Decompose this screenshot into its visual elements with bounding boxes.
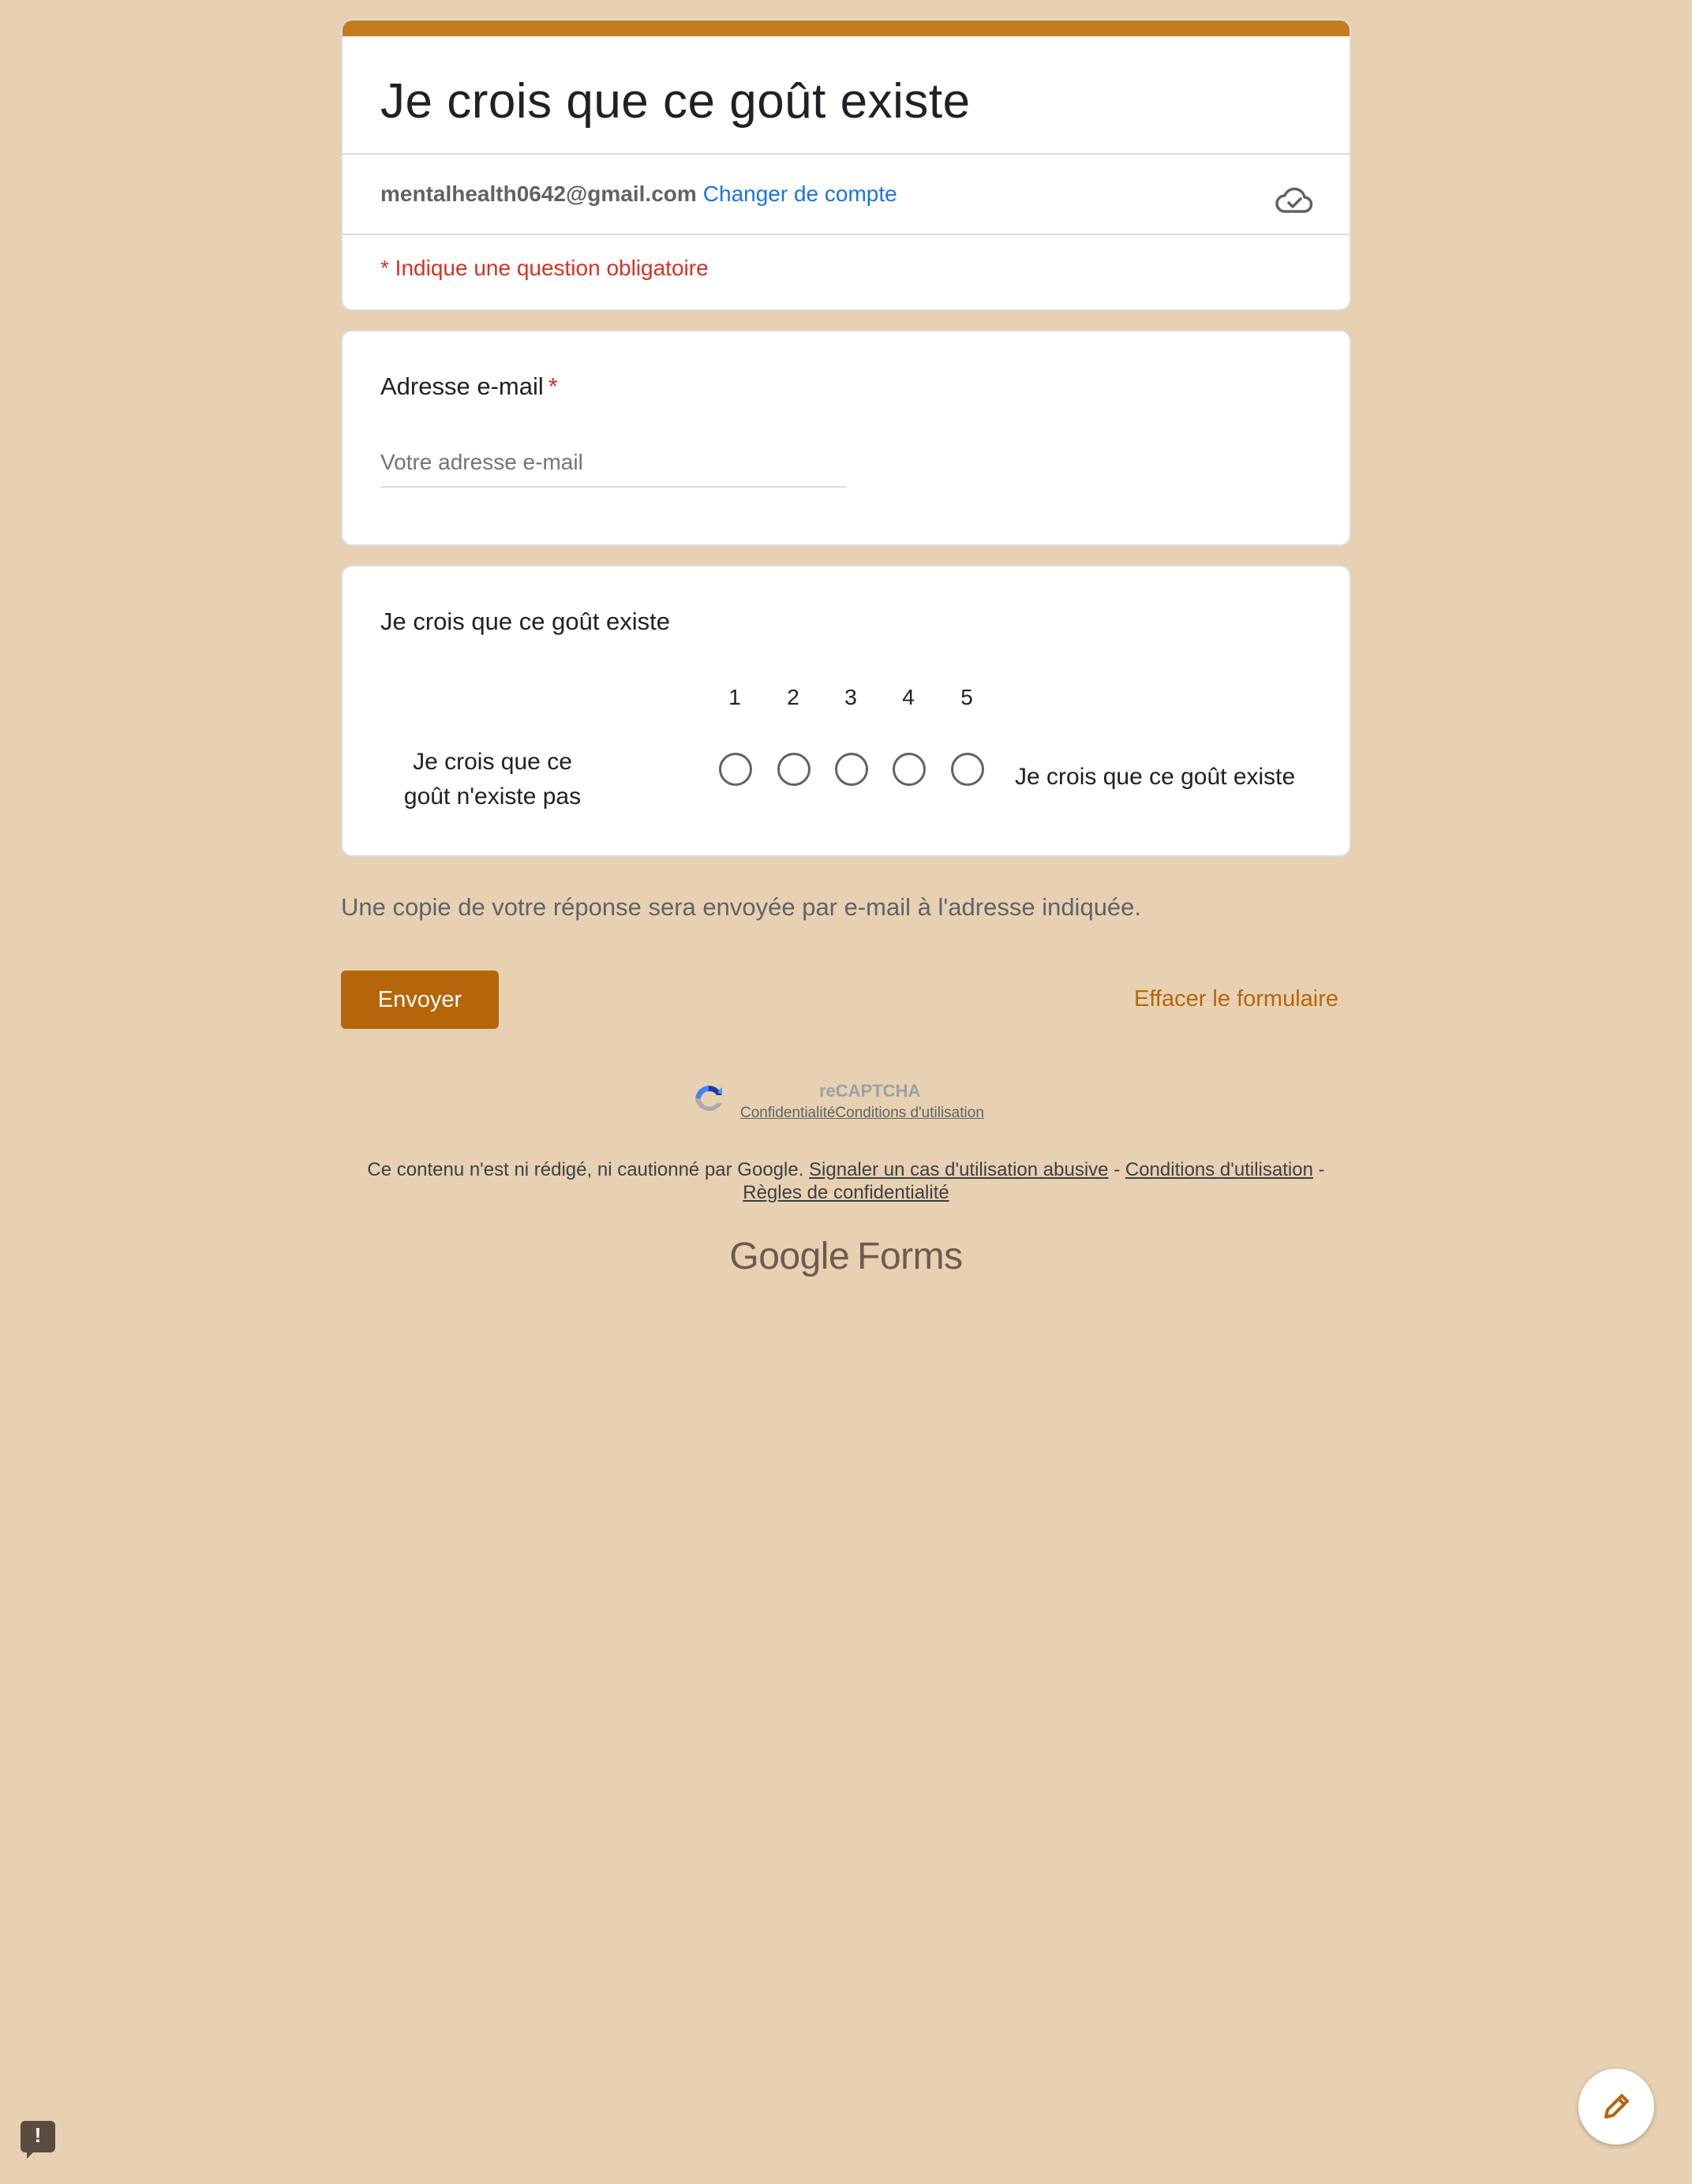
cloud-saved-icon	[1275, 185, 1313, 216]
report-feedback-icon[interactable]: !	[21, 2121, 55, 2152]
footer-separator: -	[1114, 1159, 1121, 1180]
account-row	[343, 155, 1349, 234]
scale-number-5: 5	[960, 685, 973, 709]
form-container	[341, 19, 1351, 1029]
scale-number-2: 2	[787, 685, 799, 709]
required-note: * Indique une question obligatoire	[380, 256, 709, 280]
footer-disclaimer	[341, 1158, 1351, 1204]
copy-notice: Une copie de votre réponse sera envoyée par e-mail à l'adresse indiquée.	[341, 893, 1142, 921]
scale-radio-3[interactable]	[835, 753, 868, 786]
scale-high-label: Je crois que ce goût existe	[1015, 764, 1296, 790]
scale-low-label: Je crois que ce goût n'existe pas	[403, 749, 582, 810]
recaptcha-icon	[690, 1081, 728, 1120]
switch-account-link[interactable]: Changer de compte	[702, 181, 897, 206]
email-field[interactable]	[380, 447, 846, 488]
email-question-label: Adresse e-mail	[380, 372, 544, 400]
required-asterisk: *	[548, 372, 558, 400]
scale-radio-5[interactable]	[951, 753, 984, 786]
account-email: mentalhealth0642@gmail.com	[380, 181, 697, 206]
linear-scale	[343, 567, 1349, 855]
scale-radio-1[interactable]	[719, 753, 752, 786]
scale-question-title: Je crois que ce goût existe	[380, 608, 671, 635]
recaptcha-links	[740, 1105, 984, 1122]
recaptcha-title: reCAPTCHA	[819, 1081, 921, 1101]
edit-button[interactable]	[1578, 2069, 1654, 2145]
report-abuse-link[interactable]: Signaler un cas d'utilisation abusive	[809, 1159, 1109, 1180]
form-header-card	[341, 19, 1351, 311]
form-actions	[341, 970, 1351, 1029]
google-wordmark: Google	[729, 1236, 850, 1277]
email-question-card	[341, 330, 1351, 546]
privacy-policy-link[interactable]: Règles de confidentialité	[743, 1182, 949, 1203]
scale-number-4: 4	[902, 685, 915, 709]
submit-button[interactable]: Envoyer	[341, 970, 499, 1029]
forms-wordmark: Forms	[857, 1236, 963, 1277]
clear-form-button[interactable]: Effacer le formulaire	[1134, 986, 1338, 1012]
pencil-icon	[1599, 2089, 1634, 2124]
recaptcha-privacy-link[interactable]: Confidentialité	[740, 1105, 836, 1121]
scale-question-card	[341, 565, 1351, 857]
recaptcha-badge	[690, 1081, 1005, 1128]
footer-text: Ce contenu n'est ni rédigé, ni cautionné par Google.	[367, 1159, 804, 1180]
footer-separator: -	[1318, 1159, 1325, 1180]
scale-radio-2[interactable]	[777, 753, 810, 786]
scale-number-1: 1	[728, 685, 741, 709]
google-forms-logo[interactable]	[341, 1235, 1351, 1278]
recaptcha-terms-link[interactable]: Conditions d'utilisation	[835, 1105, 984, 1121]
scale-radio-4[interactable]	[893, 753, 926, 786]
email-question-title	[380, 372, 1312, 401]
terms-link[interactable]: Conditions d'utilisation	[1125, 1159, 1313, 1180]
header-accent-band	[343, 21, 1349, 36]
scale-number-3: 3	[844, 685, 857, 709]
form-title: Je crois que ce goût existe	[380, 74, 971, 129]
